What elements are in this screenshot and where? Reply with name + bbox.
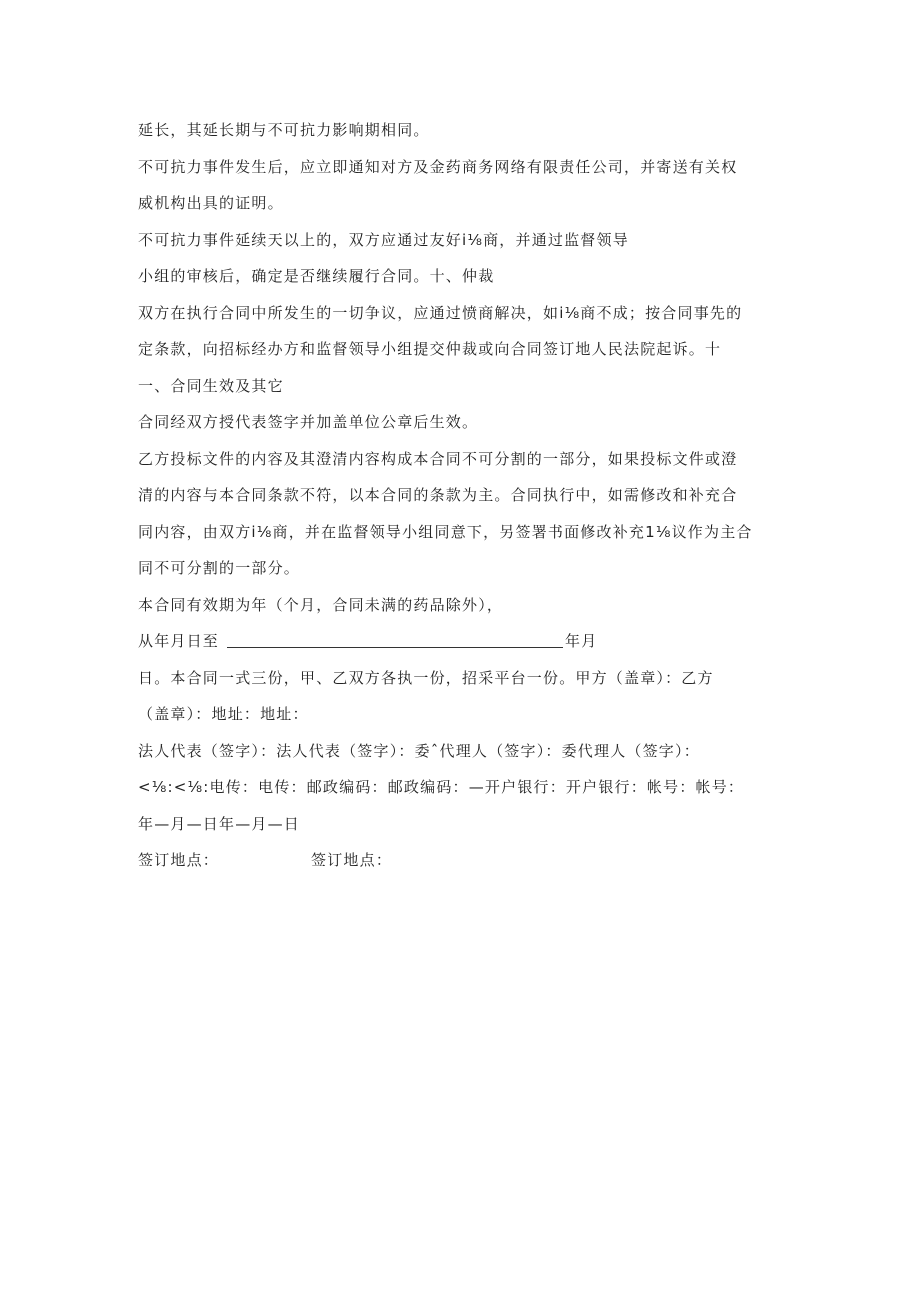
text-line: 不可抗力事件发生后，应立即通知对方及金药商务网络有限责任公司，并寄送有关权 (138, 157, 738, 176)
sign-place-line (138, 842, 788, 879)
text-line: 日。本合同一式三份，甲、乙双方各执一份，招采平台一份。甲方（盖章）：乙方 (138, 668, 714, 687)
text-line: 法人代表（签字）：法人代表（签字）：委ˆ代理人（签字）：委代理人（签字）： (138, 741, 700, 760)
text-line: 清的内容与本合同条款不符，以本合同的条款为主。合同执行中，如需修改和补充合 (138, 486, 738, 504)
text-line: 年—月—日年—月—日 (138, 814, 301, 833)
text-line: 同不可分割的一部分。 (138, 559, 301, 577)
text-line: 双方在执行合同中所发生的一切争议，应通过愤商解决，如i⅛商不成；按合同事先的 (138, 303, 743, 322)
text-line: 乙方投标文件的内容及其澄清内容构成本合同不可分割的一部分，如果投标文件或澄 (138, 449, 738, 468)
date-blank-underline (227, 627, 563, 648)
validity-date-line (138, 623, 788, 660)
date-line-prefix: 从年月日至 (138, 632, 220, 650)
text-line: 威机构出具的证明。 (138, 194, 284, 212)
text-line: 同内容，由双方i⅛商，并在监督领导小组同意下，另签署书面修改补充1⅛议作为主合 (138, 522, 753, 541)
sign-place-left: 签订地点： (138, 851, 220, 869)
contract-text (138, 112, 788, 879)
text-line: 本合同有效期为年（个月，合同未满的药品除外）， (138, 595, 504, 614)
text-line: <⅛:<⅛:电传：电传：邮政编码：邮政编码：—开户银行：开户银行：帐号：帐号： (138, 778, 745, 796)
text-line: 定条款，向招标经办方和监督领导小组提交仲裁或向合同签订地人民法院起诉。十 (138, 340, 722, 358)
text-line: 延长，其延长期与不可抗力影响期相同。 (138, 121, 430, 139)
text-line: 小组的审核后，确定是否继续履行合同。十、仲裁 (138, 267, 495, 285)
date-line-suffix: 年月 (565, 632, 598, 650)
text-line: 不可抗力事件延续天以上的，双方应通过友好i⅛商，并通过监督领导 (138, 230, 629, 249)
sign-place-right: 签订地点： (311, 851, 393, 869)
text-line: （盖章）：地址：地址： (138, 705, 309, 723)
text-line: 合同经双方授代表签字并加盖单位公章后生效。 (138, 413, 479, 431)
text-line: 一、合同生效及其它 (138, 376, 284, 395)
